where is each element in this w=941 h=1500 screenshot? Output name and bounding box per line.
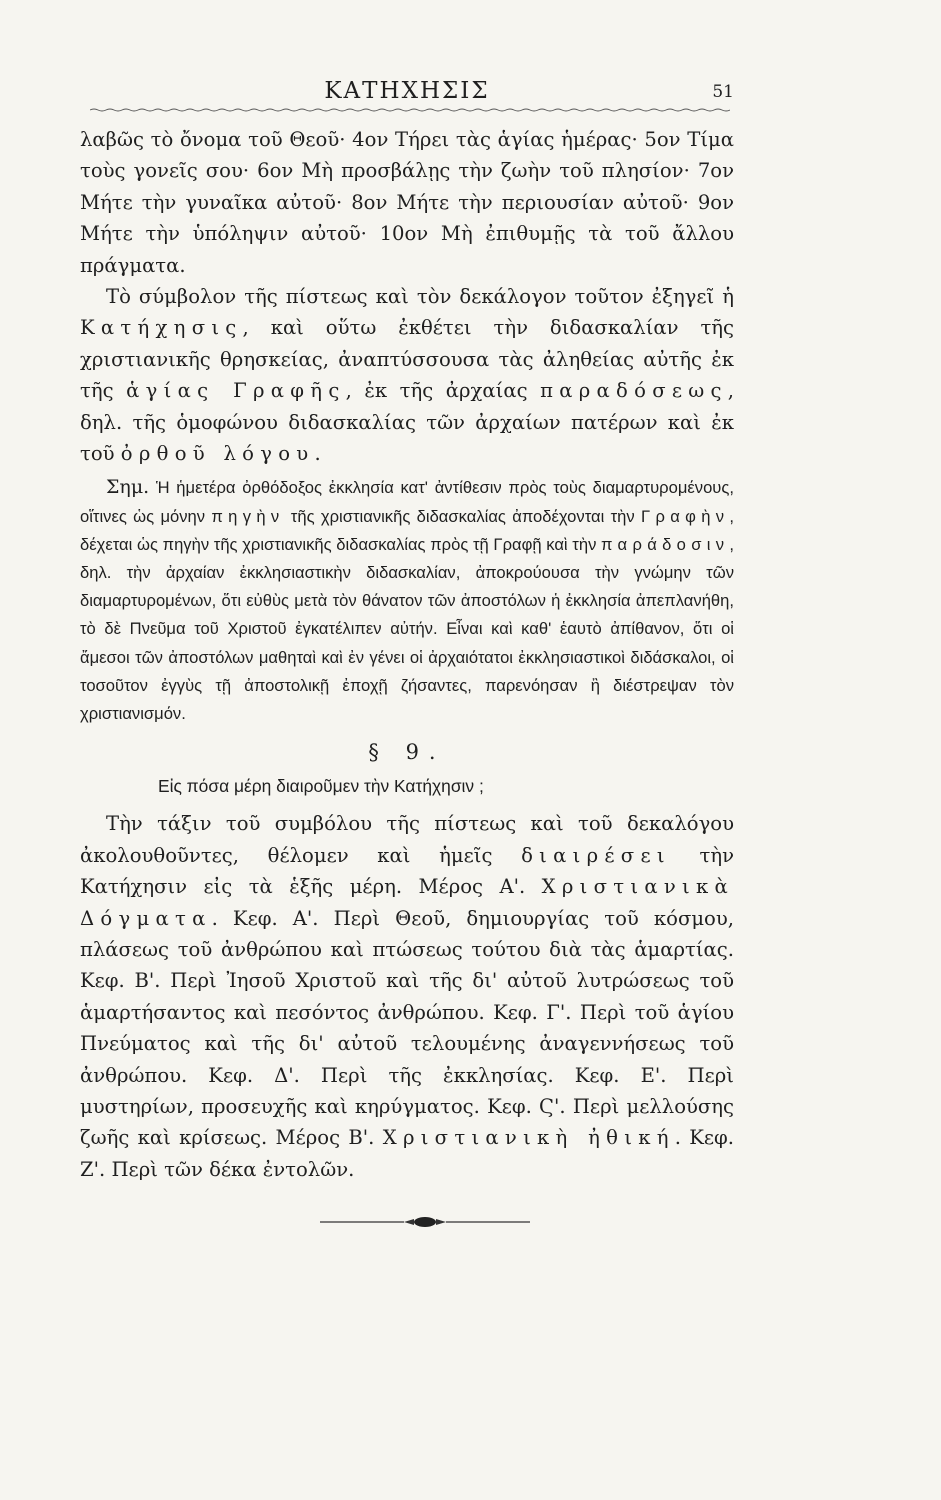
spaced-term: ἁγίας Γραφῆς	[126, 379, 346, 403]
text-run: τὴν Κατήχησιν εἰς τὰ ἑξῆς μέρη. Μέρος Α'.	[80, 843, 735, 899]
text-run: . Κεφ. Ζ'. Περὶ τῶν δέκα ἐντολῶν.	[80, 1126, 734, 1181]
text-run: , δηλ. τὴν ἀρχαίαν ἐκκλησιαστικὴν διδασκαλίαν, ἀποκρούουσα τὴν γνώμην τῶν διαμαρτυρομένων, ὅτι εὐθὺς μετὰ τὸν θάνατον τῶν ἀποστόλων ἡ ἐκκλησία ἀπεπλανήθη, τὸ δὲ Πνεῦμα τοῦ Χριστοῦ ἐγκατέλιπεν αὐτήν. Εἶναι καὶ καθ' ἑαυτὸ ἀπίθανον, ὅτι οἱ ἄμεσοι τῶν ἀποστόλων μαθηταὶ καὶ ἐν γένει οἱ ἀρχαιότατοι ἐκκλησιαστικοὶ διδάσκαλοι, οἱ τοσοῦτον ἐγγὺς τῇ ἀποστολικῇ ἐποχῇ ζήσαντες, παρενόησαν ἢ διέστρεψαν τὸν χριστιανισμόν.	[80, 534, 734, 724]
text-run: , δέχεται ὡς πηγὴν τῆς χριστιανικῆς διδασκαλίας πρὸς τῇ Γραφῇ καὶ τὴν	[80, 506, 734, 554]
answer-paragraph	[80, 808, 734, 1185]
text-run: . Κεφ. Α'. Περὶ Θεοῦ, δημιουργίας τοῦ κόσμου, πλάσεως τοῦ ἀνθρώπου καὶ πτώσεως τούτου διὰ τὰς ἁμαρτίας. Κεφ. Β'. Περὶ Ἰησοῦ Χριστοῦ καὶ τῆς δι' αὐτοῦ λυτρώσεως τοῦ ἁμαρτήσαντος καὶ πεσόντος ἀνθρώπου. Κεφ. Γ'. Περὶ τοῦ ἁγίου Πνεύματος καὶ τῆς δι' αὐτοῦ τελουμένης ἀναγεννήσεως τοῦ ἀνθρώπου. Κεφ. Δ'. Περὶ τῆς ἐκκλησίας. Κεφ. Ε'. Περὶ μυστηρίων, προσευχῆς καὶ κηρύγματος. Κεφ. Ϛ'. Περὶ μελλούσης ζωῆς καὶ κρίσεως. Μέρος Β'.	[80, 906, 734, 1150]
spaced-term: ὀρθοῦ λόγου	[120, 442, 315, 466]
note-label: Σημ.	[106, 476, 150, 499]
symbol-paragraph	[80, 281, 734, 469]
spaced-term: Κατήχησις	[80, 316, 243, 340]
section-question: Εἰς πόσα μέρη διαιροῦμεν τὴν Κατήχησιν ;	[158, 776, 484, 797]
page-number: 51	[712, 82, 734, 102]
header-rule	[90, 108, 730, 112]
section-heading: § 9.	[368, 740, 446, 765]
spaced-term: παράδοσιν	[601, 534, 730, 554]
footnote-paragraph	[80, 473, 734, 728]
page-body	[80, 124, 734, 1185]
text-run: , δηλ. τῆς ὁμοφώνου διδασκαλίας τῶν ἀρχαίων πατέρων καὶ ἐκ τοῦ	[80, 379, 734, 466]
text-run: , ἐκ τῆς ἀρχαίας	[345, 379, 541, 403]
text-run: Τὸ σύμβολον τῆς πίστεως καὶ τὸν δεκάλογον τοῦτον ἐξηγεῖ ἡ	[106, 285, 734, 309]
text-run: .	[314, 442, 321, 466]
spaced-term: παραδόσεως	[540, 379, 728, 403]
spaced-term: πηγὴν	[211, 506, 285, 526]
spaced-term: Χριστιανικὴ ἠθική	[382, 1126, 675, 1150]
running-head	[80, 70, 734, 104]
text-run: τῆς χριστιανικῆς διδασκαλίας ἀποδέχονται τὴν	[284, 506, 642, 526]
commandments-paragraph: λαβῶς τὸ ὄνομα τοῦ Θεοῦ· 4ον Τήρει τὰς ἁγίας ἡμέρας· 5ον Τίμα τοὺς γονεῖς σου· 6ον Μὴ προσβάλῃς τὴν ζωὴν τοῦ πλησίον· 7ον Μήτε τὴν γυναῖκα αὐτοῦ· 8ον Μήτε τὴν περιουσίαν αὐτοῦ· 9ον Μήτε τὴν ὑπόληψιν αὐτοῦ· 10ον Μὴ ἐπιθυμῇς τὰ τοῦ ἄλλου πράγματα.	[80, 128, 734, 277]
spaced-term: διαιρέσει	[521, 843, 671, 867]
spaced-term: Χριστιανικὰ Δόγματα	[80, 875, 734, 930]
spaced-term: Γραφὴν	[641, 506, 730, 526]
text-run: Ἡ ἡμετέρα ὀρθόδοξος ἐκκλησία κατ' ἀντίθεσιν πρὸς τοὺς διαμαρτυρομένους, οἵτινες ὡς μόνην	[80, 478, 734, 526]
end-ornament	[320, 1216, 530, 1228]
text-run: , καὶ οὕτω ἐκθέτει τὴν διδασκαλίαν τῆς χριστιανικῆς θρησκείας, ἀναπτύσσουσα τὰς ἀληθείας αὐτῆς ἐκ τῆς	[80, 316, 734, 403]
running-title: ΚΑΤΗΧΗΣΙΣ	[324, 78, 490, 104]
text-run: Τὴν τάξιν τοῦ συμβόλου τῆς πίστεως καὶ τοῦ δεκαλόγου ἀκολουθοῦντες, θέλομεν καὶ ἡμεῖς	[80, 812, 734, 867]
